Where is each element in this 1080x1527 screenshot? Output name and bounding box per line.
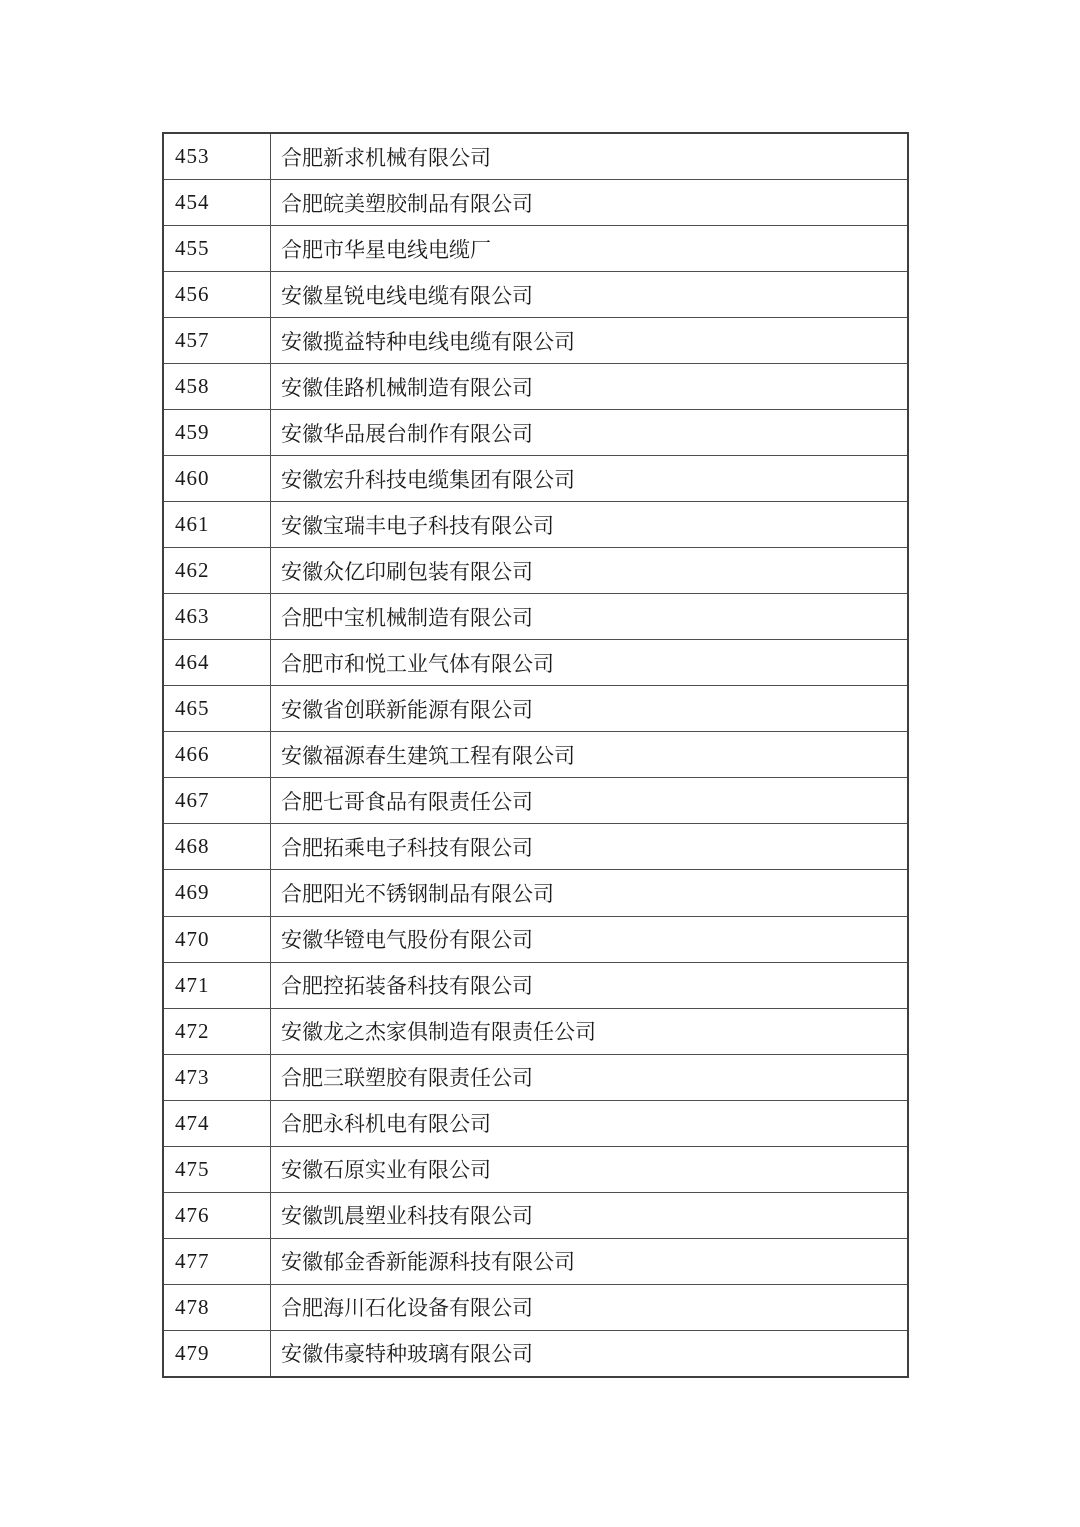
company-name: 安徽凯晨塑业科技有限公司	[271, 1192, 909, 1238]
table-row	[163, 272, 908, 318]
table-row	[163, 456, 908, 502]
company-name: 安徽华镫电气股份有限公司	[271, 916, 909, 962]
company-name: 安徽宝瑞丰电子科技有限公司	[271, 502, 909, 548]
company-name: 合肥皖美塑胶制品有限公司	[271, 180, 909, 226]
row-number: 477	[163, 1238, 271, 1284]
company-name: 合肥拓乘电子科技有限公司	[271, 824, 909, 870]
company-table	[162, 132, 909, 1378]
table-row	[163, 410, 908, 456]
row-number: 467	[163, 778, 271, 824]
row-number: 466	[163, 732, 271, 778]
row-number: 456	[163, 272, 271, 318]
table-row	[163, 1100, 908, 1146]
table-row	[163, 732, 908, 778]
company-name: 合肥市华星电线电缆厂	[271, 226, 909, 272]
table-row	[163, 1008, 908, 1054]
row-number: 473	[163, 1054, 271, 1100]
row-number: 468	[163, 824, 271, 870]
row-number: 470	[163, 916, 271, 962]
company-name: 安徽省创联新能源有限公司	[271, 686, 909, 732]
table-row	[163, 180, 908, 226]
row-number: 461	[163, 502, 271, 548]
table-row	[163, 1054, 908, 1100]
table-row	[163, 640, 908, 686]
company-table-body	[163, 133, 908, 1377]
table-row	[163, 548, 908, 594]
row-number: 462	[163, 548, 271, 594]
row-number: 476	[163, 1192, 271, 1238]
company-name: 合肥海川石化设备有限公司	[271, 1284, 909, 1330]
company-name: 合肥七哥食品有限责任公司	[271, 778, 909, 824]
table-row	[163, 594, 908, 640]
row-number: 459	[163, 410, 271, 456]
company-name: 合肥阳光不锈钢制品有限公司	[271, 870, 909, 916]
table-row	[163, 226, 908, 272]
company-name: 安徽郁金香新能源科技有限公司	[271, 1238, 909, 1284]
table-row	[163, 870, 908, 916]
row-number: 469	[163, 870, 271, 916]
table-row	[163, 133, 908, 180]
table-row	[163, 1192, 908, 1238]
table-row	[163, 1284, 908, 1330]
row-number: 453	[163, 133, 271, 180]
table-row	[163, 916, 908, 962]
table-row	[163, 318, 908, 364]
table-row	[163, 1146, 908, 1192]
table-row	[163, 1238, 908, 1284]
company-name: 合肥控拓装备科技有限公司	[271, 962, 909, 1008]
company-name: 安徽众亿印刷包装有限公司	[271, 548, 909, 594]
table-row	[163, 686, 908, 732]
table-row	[163, 778, 908, 824]
row-number: 472	[163, 1008, 271, 1054]
company-name: 安徽揽益特种电线电缆有限公司	[271, 318, 909, 364]
company-name: 合肥永科机电有限公司	[271, 1100, 909, 1146]
row-number: 460	[163, 456, 271, 502]
row-number: 478	[163, 1284, 271, 1330]
row-number: 457	[163, 318, 271, 364]
company-name: 合肥新求机械有限公司	[271, 133, 909, 180]
company-name: 安徽石原实业有限公司	[271, 1146, 909, 1192]
row-number: 454	[163, 180, 271, 226]
company-name: 安徽佳路机械制造有限公司	[271, 364, 909, 410]
company-name: 安徽星锐电线电缆有限公司	[271, 272, 909, 318]
company-name: 安徽龙之杰家俱制造有限责任公司	[271, 1008, 909, 1054]
company-name: 安徽宏升科技电缆集团有限公司	[271, 456, 909, 502]
table-row	[163, 1330, 908, 1377]
row-number: 474	[163, 1100, 271, 1146]
table-row	[163, 502, 908, 548]
company-name: 安徽福源春生建筑工程有限公司	[271, 732, 909, 778]
row-number: 465	[163, 686, 271, 732]
row-number: 464	[163, 640, 271, 686]
company-name: 合肥三联塑胶有限责任公司	[271, 1054, 909, 1100]
row-number: 475	[163, 1146, 271, 1192]
company-name: 合肥中宝机械制造有限公司	[271, 594, 909, 640]
table-row	[163, 824, 908, 870]
row-number: 479	[163, 1330, 271, 1377]
company-name: 安徽伟豪特种玻璃有限公司	[271, 1330, 909, 1377]
row-number: 471	[163, 962, 271, 1008]
row-number: 455	[163, 226, 271, 272]
company-name: 合肥市和悦工业气体有限公司	[271, 640, 909, 686]
table-row	[163, 364, 908, 410]
company-name: 安徽华品展台制作有限公司	[271, 410, 909, 456]
table-row	[163, 962, 908, 1008]
row-number: 458	[163, 364, 271, 410]
row-number: 463	[163, 594, 271, 640]
